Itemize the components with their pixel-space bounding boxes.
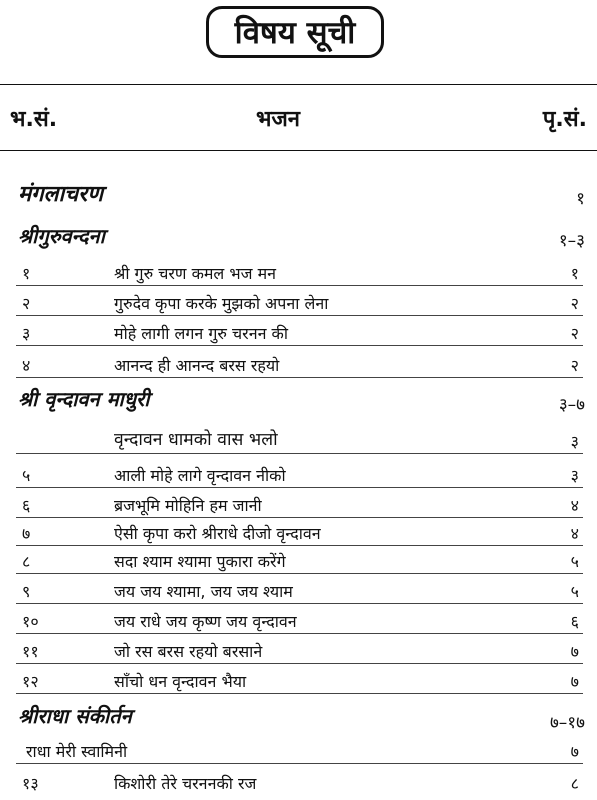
entry-page: ७ xyxy=(570,672,579,691)
row-divider xyxy=(16,663,583,664)
entry-title: सदा श्याम श्यामा पुकारा करेंगे xyxy=(114,552,286,571)
entry-title: किशोरी तेरे चरननकी रज xyxy=(114,774,257,793)
col-header-page: पृ.सं. xyxy=(542,107,587,132)
entry-title: वृन्दावन धामको वास भलो xyxy=(114,430,278,450)
entry-title: साँचो धन वृन्दावन भैया xyxy=(114,672,247,691)
entry-number: २ xyxy=(22,294,31,313)
entry-title: मोहे लागी लगन गुरु चरनन की xyxy=(114,324,288,343)
row-divider xyxy=(16,573,583,574)
entry-page: ३ xyxy=(570,432,579,451)
entry-page: ७ xyxy=(570,742,579,761)
entry-title: जय जय श्यामा, जय जय श्याम xyxy=(114,582,293,601)
header-bottom-rule xyxy=(0,150,597,151)
section-title: श्रीराधा संकीर्तन xyxy=(18,704,132,728)
list-item xyxy=(0,258,597,286)
entry-number: १३ xyxy=(22,774,39,793)
row-divider xyxy=(16,487,583,488)
list-item xyxy=(0,576,597,604)
entry-number: १ xyxy=(22,264,31,283)
entry-title: जय राधे जय कृष्ण जय वृन्दावन xyxy=(114,612,297,631)
section-pages: ७–१७ xyxy=(549,713,585,733)
entry-number: ११ xyxy=(22,642,39,661)
entry-page: ७ xyxy=(570,642,579,661)
entry-page: २ xyxy=(570,294,579,313)
list-item xyxy=(0,666,597,694)
section-pages: ३–७ xyxy=(558,395,585,415)
section-title: श्रीगुरुवन्दना xyxy=(18,224,105,248)
entry-title: आली मोहे लागे वृन्दावन नीको xyxy=(114,466,286,485)
col-header-number: भ.सं. xyxy=(10,107,58,132)
row-divider xyxy=(16,345,583,346)
list-item xyxy=(0,768,597,796)
entry-number: ४ xyxy=(22,356,31,375)
section-title: मंगलाचरण xyxy=(18,182,104,207)
entry-page: ३ xyxy=(570,466,579,485)
list-item xyxy=(0,546,597,574)
list-item xyxy=(0,288,597,316)
entry-title: ऐसी कृपा करो श्रीराधे दीजो वृन्दावन xyxy=(114,524,321,543)
entry-title: जो रस बरस रहयो बरसाने xyxy=(114,642,263,661)
entry-title: गुरुदेव कृपा करके मुझको अपना लेना xyxy=(114,294,329,313)
row-divider xyxy=(16,603,583,604)
list-item xyxy=(0,460,597,488)
entry-title: आनन्द ही आनन्द बरस रहयो xyxy=(114,356,280,375)
section-pages: १–३ xyxy=(558,231,585,251)
entry-number: ८ xyxy=(22,552,31,571)
entry-number: ६ xyxy=(22,496,31,515)
row-divider xyxy=(16,285,583,286)
row-divider xyxy=(16,315,583,316)
row-divider xyxy=(16,693,583,694)
entry-number: ७ xyxy=(22,524,31,543)
entry-page: १ xyxy=(570,264,579,283)
list-item xyxy=(0,636,597,664)
row-divider xyxy=(16,453,583,454)
entry-title: ब्रजभूमि मोहिनि हम जानी xyxy=(114,496,262,515)
entry-page: ६ xyxy=(570,612,579,631)
entry-number: १२ xyxy=(22,672,39,691)
row-divider xyxy=(16,633,583,634)
section-title: श्री वृन्दावन माधुरी xyxy=(18,387,150,411)
section-pages: १ xyxy=(576,189,585,209)
row-divider xyxy=(16,763,583,764)
row-divider xyxy=(16,377,583,378)
entry-title: राधा मेरी स्वामिनी xyxy=(26,742,128,761)
col-header-title: भजन xyxy=(256,107,301,132)
entry-number: १० xyxy=(22,612,39,631)
list-item xyxy=(0,350,597,378)
list-item xyxy=(0,736,597,764)
list-item xyxy=(0,490,597,518)
entry-page: ८ xyxy=(570,774,579,793)
list-item xyxy=(0,518,597,546)
entry-title: श्री गुरु चरण कमल भज मन xyxy=(114,264,277,283)
entry-page: ५ xyxy=(570,552,579,571)
list-item xyxy=(0,318,597,346)
list-item xyxy=(0,606,597,634)
entry-number: ५ xyxy=(22,466,31,485)
entry-number: ९ xyxy=(22,582,31,601)
entry-page: ४ xyxy=(570,524,579,543)
entry-page: ४ xyxy=(570,496,579,515)
entry-page: २ xyxy=(570,324,579,343)
header-top-rule xyxy=(0,84,597,85)
entry-page: २ xyxy=(570,356,579,375)
entry-page: ५ xyxy=(570,582,579,601)
entry-number: ३ xyxy=(22,324,31,343)
page-title: विषय सूची xyxy=(206,6,384,58)
list-item xyxy=(0,426,597,454)
